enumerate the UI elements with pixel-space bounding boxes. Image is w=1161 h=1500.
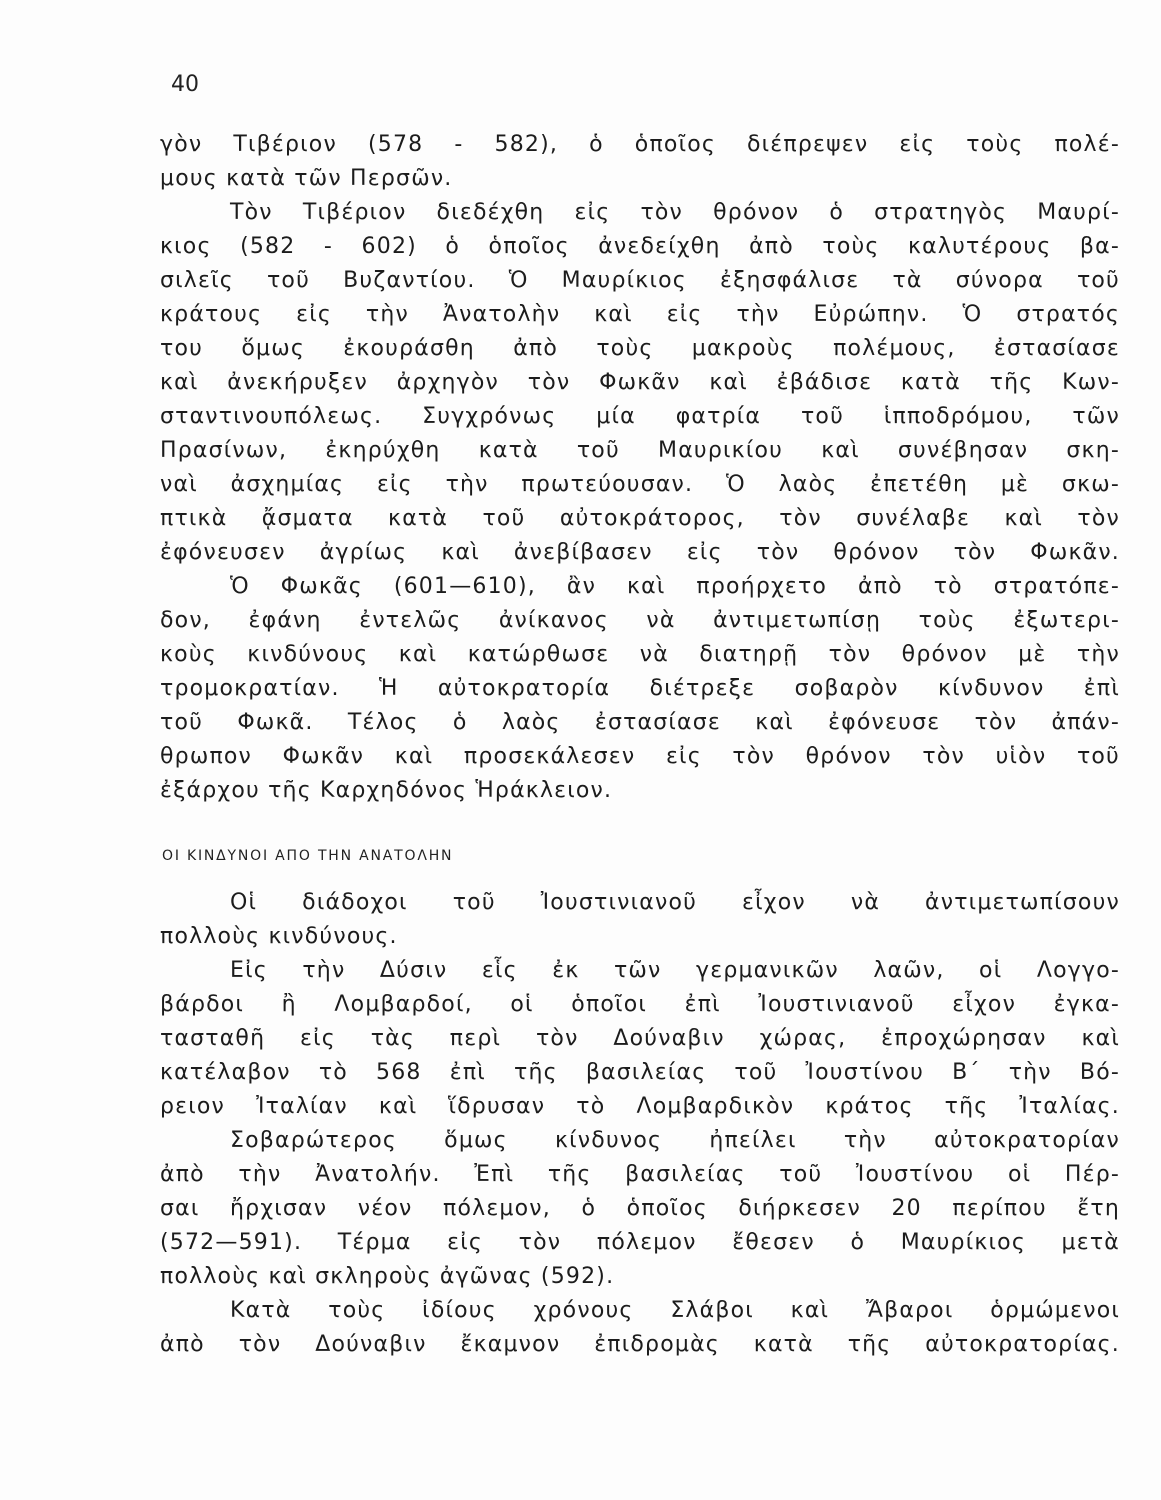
text-line: τοῦ Φωκᾶ. Τέλος ὁ λαὸς ἐστασίασε καὶ ἐφόνευσε τὸν ἀπάν-: [160, 710, 1120, 735]
text-line: δον, ἐφάνη ἐντελῶς ἀνίκανος νὰ ἀντιμετωπίσῃ τοὺς ἐξωτερι-: [160, 608, 1120, 633]
text-line: πολλοὺς καὶ σκληροὺς ἀγῶνας (592).: [160, 1264, 615, 1289]
body-text-section-2: [160, 886, 1120, 1362]
text-line: κράτους εἰς τὴν Ἀνατολὴν καὶ εἰς τὴν Εὐρώπην. Ὁ στρατός: [160, 302, 1120, 327]
section-heading: ΟΙ ΚΙΝΔΥΝΟΙ ΑΠΟ ΤΗΝ ΑΝΑΤΟΛΗΝ: [162, 848, 454, 864]
page-number: 40: [171, 72, 199, 97]
text-line: ἀπὸ τὴν Ἀνατολήν. Ἐπὶ τῆς βασιλείας τοῦ Ἰουστίνου οἱ Πέρ-: [160, 1162, 1120, 1187]
text-line: (572—591). Τέρμα εἰς τὸν πόλεμον ἔθεσεν ὁ Μαυρίκιος μετὰ: [160, 1230, 1120, 1255]
text-line: μους κατὰ τῶν Περσῶν.: [160, 166, 453, 191]
text-line: Σοβαρώτερος ὅμως κίνδυνος ἠπείλει τὴν αὐτοκρατορίαν: [230, 1128, 1120, 1153]
text-line: τρομοκρατίαν. Ἡ αὐτοκρατορία διέτρεξε σοβαρὸν κίνδυνον ἐπὶ: [160, 676, 1120, 701]
text-line: Κατὰ τοὺς ἰδίους χρόνους Σλάβοι καὶ Ἄβαροι ὁρμώμενοι: [230, 1298, 1120, 1323]
text-line: ρειον Ἰταλίαν καὶ ἵδρυσαν τὸ Λομβαρδικὸν κράτος τῆς Ἰταλίας.: [160, 1094, 1120, 1119]
text-line: τασταθῆ εἰς τὰς περὶ τὸν Δούναβιν χώρας, ἐπροχώρησαν καὶ: [160, 1026, 1120, 1051]
text-line: θρωπον Φωκᾶν καὶ προσεκάλεσεν εἰς τὸν θρόνον τὸν υἱὸν τοῦ: [160, 744, 1120, 769]
text-line: κοὺς κινδύνους καὶ κατώρθωσε νὰ διατηρῇ τὸν θρόνον μὲ τὴν: [160, 642, 1120, 667]
text-line: καὶ ἀνεκήρυξεν ἀρχηγὸν τὸν Φωκᾶν καὶ ἐβάδισε κατὰ τῆς Κων-: [160, 370, 1120, 395]
text-line: ἐφόνευσεν ἀγρίως καὶ ἀνεβίβασεν εἰς τὸν θρόνον τὸν Φωκᾶν.: [160, 540, 1120, 565]
text-line: σταντινουπόλεως. Συγχρόνως μία φατρία τοῦ ἱπποδρόμου, τῶν: [160, 404, 1120, 429]
text-line: πολλοὺς κινδύνους.: [160, 924, 398, 949]
text-line: βάρδοι ἢ Λομβαρδοί, οἱ ὁποῖοι ἐπὶ Ἰουστινιανοῦ εἶχον ἐγκα-: [160, 992, 1120, 1017]
text-line: Οἱ διάδοχοι τοῦ Ἰουστινιανοῦ εἶχον νὰ ἀντιμετωπίσουν: [230, 890, 1120, 915]
text-line: σαι ἤρχισαν νέον πόλεμον, ὁ ὁποῖος διήρκεσεν 20 περίπου ἔτη: [160, 1196, 1120, 1221]
text-line: σιλεῖς τοῦ Βυζαντίου. Ὁ Μαυρίκιος ἐξησφάλισε τὰ σύνορα τοῦ: [160, 268, 1120, 293]
text-line: κατέλαβον τὸ 568 ἐπὶ τῆς βασιλείας τοῦ Ἰουστίνου Β΄ τὴν Βό-: [160, 1060, 1120, 1085]
text-line: ναὶ ἀσχημίας εἰς τὴν πρωτεύουσαν. Ὁ λαὸς ἐπετέθη μὲ σκω-: [160, 472, 1120, 497]
text-line: Πρασίνων, ἐκηρύχθη κατὰ τοῦ Μαυρικίου καὶ συνέβησαν σκη-: [160, 438, 1120, 463]
text-line: κιος (582 - 602) ὁ ὁποῖος ἀνεδείχθη ἀπὸ τοὺς καλυτέρους βα-: [160, 234, 1120, 259]
text-line: ἀπὸ τὸν Δούναβιν ἔκαμνον ἐπιδρομὰς κατὰ τῆς αὐτοκρατορίας.: [160, 1332, 1120, 1357]
text-line: πτικὰ ᾄσματα κατὰ τοῦ αὐτοκράτορος, τὸν συνέλαβε καὶ τὸν: [160, 506, 1120, 531]
text-line: του ὅμως ἐκουράσθη ἀπὸ τοὺς μακροὺς πολέμους, ἐστασίασε: [160, 336, 1120, 361]
text-line: Εἰς τὴν Δύσιν εἷς ἐκ τῶν γερμανικῶν λαῶν, οἱ Λογγο-: [230, 958, 1120, 983]
text-line: Ὁ Φωκᾶς (601—610), ἂν καὶ προήρχετο ἀπὸ τὸ στρατόπε-: [230, 574, 1120, 599]
text-line: Τὸν Τιβέριον διεδέχθη εἰς τὸν θρόνον ὁ στρατηγὸς Μαυρί-: [230, 200, 1120, 225]
body-text-section-1: [160, 128, 1120, 808]
text-line: γὸν Τιβέριον (578 - 582), ὁ ὁποῖος διέπρεψεν εἰς τοὺς πολέ-: [160, 132, 1120, 157]
text-line: ἐξάρχου τῆς Καρχηδόνος Ἡράκλειον.: [160, 778, 613, 803]
